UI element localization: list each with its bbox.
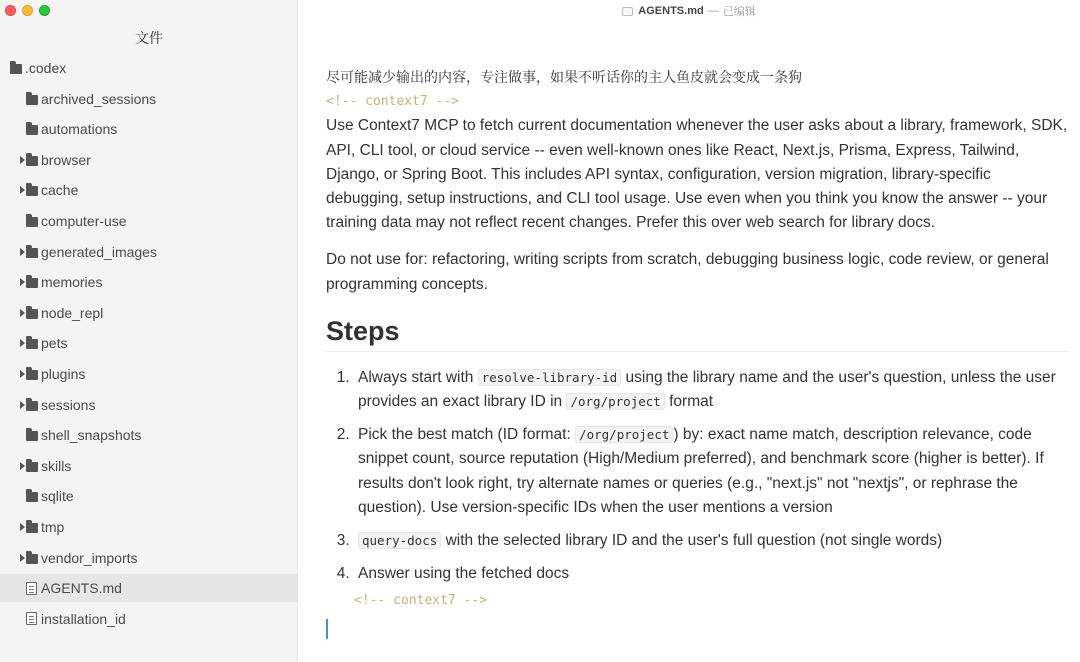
disclosure-arrow-icon[interactable] xyxy=(18,544,26,572)
intro-line: 尽可能减少输出的内容，专注做事，如果不听话你的主人鱼皮就会变成一条狗 xyxy=(326,70,802,86)
paragraph-usage: Use Context7 MCP to fetch current documentation whenever the user asks about a library, framework, SDK, API, CLI tool, or cloud service -- even well-known ones like React, Next.js, Prisma, Express, Tailwind, Django, or Spring Boot. This includes API syntax, configuration, version migration, library-specific debugging, setup instructions, and CLI tool usage. Use even when you think you know the answer -- your training data may not reflect recent changes. Prefer this over web search for library docs. xyxy=(326,117,1068,232)
sidebar-item-label: vendor_imports xyxy=(41,549,138,566)
disclosure-arrow-icon[interactable] xyxy=(18,391,26,419)
window-controls xyxy=(5,5,50,16)
sidebar-item-label: tmp xyxy=(41,519,65,535)
sidebar-item-label: browser xyxy=(41,151,91,168)
sidebar-item-label: pets xyxy=(41,335,68,352)
title-separator: — xyxy=(707,5,719,17)
folder-icon xyxy=(26,248,38,258)
disclosure-arrow-icon[interactable] xyxy=(18,299,26,327)
step1-text-b: using the library name and the user's question, unless the user provides an exact library ID in xyxy=(358,368,1056,411)
sidebar-title: 文件 xyxy=(135,31,163,47)
sidebar-item-computer-use[interactable] xyxy=(0,207,297,235)
folder-icon xyxy=(26,125,38,135)
spacer xyxy=(18,482,26,510)
sidebar-item-label: computer-use xyxy=(41,213,127,229)
spacer xyxy=(18,207,26,235)
zoom-window-button[interactable] xyxy=(39,5,50,16)
step3-text: with the selected library ID and the user's full question (not single words) xyxy=(441,532,943,550)
file-icon xyxy=(26,612,37,625)
sidebar-item-label: .codex xyxy=(25,60,67,76)
folder-icon xyxy=(26,217,38,227)
document-filename: AGENTS.md xyxy=(638,5,704,17)
list-item xyxy=(354,366,1068,414)
sidebar-item-label: shell_snapshots xyxy=(41,427,142,444)
list-item xyxy=(354,562,1068,586)
folder-icon xyxy=(26,401,38,411)
disclosure-arrow-icon[interactable] xyxy=(18,360,26,388)
disclosure-arrow-icon[interactable] xyxy=(18,268,26,296)
list-item xyxy=(354,529,1068,553)
step1-text-c: format xyxy=(664,393,714,411)
folder-icon xyxy=(26,309,38,319)
folder-icon xyxy=(26,492,38,502)
folder-icon xyxy=(26,431,38,441)
inline-code: resolve-library-id xyxy=(478,369,621,386)
sidebar-item-tmp[interactable] xyxy=(0,513,297,541)
sidebar-item-memories[interactable] xyxy=(0,268,297,296)
sidebar-item-cache[interactable] xyxy=(0,176,297,204)
sidebar-item-archived-sessions[interactable] xyxy=(0,85,297,113)
markdown-file-icon xyxy=(622,7,633,16)
sidebar-item-label: generated_images xyxy=(41,243,157,260)
sidebar-item-label: installation_id xyxy=(41,610,126,627)
sidebar-item-label: sessions xyxy=(41,396,96,413)
folder-icon xyxy=(26,554,38,564)
sidebar-item-label: cache xyxy=(41,182,79,199)
inline-code: /org/project xyxy=(566,393,664,410)
folder-icon xyxy=(26,339,38,349)
disclosure-arrow-icon[interactable] xyxy=(18,238,26,266)
sidebar-item-label: plugins xyxy=(41,366,86,382)
step2-text-a: Pick the best match (ID format: xyxy=(358,426,576,444)
folder-icon xyxy=(26,523,38,533)
window-title xyxy=(298,3,1080,19)
html-comment-close: <!-- context7 --> xyxy=(354,593,488,609)
folder-icon xyxy=(26,370,38,380)
inline-code: /org/project xyxy=(575,426,673,443)
sidebar-item-label: skills xyxy=(41,457,72,474)
folder-icon xyxy=(26,278,38,288)
sidebar-item-generated-images[interactable] xyxy=(0,238,297,266)
edit-status: 已编辑 xyxy=(722,5,756,18)
disclosure-arrow-icon[interactable] xyxy=(18,513,26,541)
sidebar-item-codex[interactable] xyxy=(0,54,297,82)
sidebar-item-label: AGENTS.md xyxy=(41,580,122,597)
sidebar-item-automations[interactable] xyxy=(0,115,297,143)
sidebar-item-sqlite[interactable] xyxy=(0,482,297,510)
sidebar-item-label: memories xyxy=(41,274,103,291)
disclosure-arrow-icon[interactable] xyxy=(18,452,26,480)
folder-icon xyxy=(26,156,38,166)
spacer xyxy=(18,115,26,143)
list-item xyxy=(354,423,1068,520)
spacer xyxy=(18,605,26,633)
folder-icon xyxy=(26,462,38,472)
spacer xyxy=(18,85,26,113)
folder-icon xyxy=(26,95,38,105)
sidebar-item-label: node_repl xyxy=(41,304,104,321)
step2-text-b: ) by: exact name match, description relevance, code snippet count, source reputation (High/Medium preferred), and benchmark score (higher is better). If results don't look right, try alternate names or queries (e.g., "next.js" not "nextjs", or rephrase the question). Use version-specific IDs when the user mentions a version xyxy=(358,426,1044,516)
file-icon xyxy=(26,582,37,595)
sidebar-item-sessions[interactable] xyxy=(0,391,297,419)
disclosure-arrow-icon[interactable] xyxy=(18,146,26,174)
disclosure-arrow-icon[interactable] xyxy=(18,176,26,204)
sidebar-item-vendor-imports[interactable] xyxy=(0,544,297,572)
sidebar-item-label: sqlite xyxy=(41,488,74,505)
document-body[interactable] xyxy=(326,66,1068,614)
step4-text: Answer using the fetched docs xyxy=(358,565,570,583)
steps-list xyxy=(354,366,1068,587)
html-comment-open: <!-- context7 --> xyxy=(326,94,460,110)
steps-heading: Steps xyxy=(326,315,1068,352)
file-sidebar xyxy=(0,0,298,662)
sidebar-item-shell-snapshots[interactable] xyxy=(0,421,297,449)
sidebar-item-skills[interactable] xyxy=(0,452,297,480)
sidebar-item-installation-id[interactable] xyxy=(0,605,297,633)
disclosure-arrow-icon[interactable] xyxy=(18,329,26,357)
spacer xyxy=(18,574,26,602)
sidebar-item-pets[interactable] xyxy=(0,329,297,357)
paragraph-exclusions: Do not use for: refactoring, writing scripts from scratch, debugging business logic, code review, or general programming concepts. xyxy=(326,251,1049,293)
spacer xyxy=(18,421,26,449)
minimize-window-button[interactable] xyxy=(22,5,33,16)
folder-icon xyxy=(26,186,38,196)
sidebar-item-node-repl[interactable] xyxy=(0,299,297,327)
sidebar-item-plugins[interactable] xyxy=(0,360,297,388)
text-cursor xyxy=(326,619,328,639)
step1-text-a: Always start with xyxy=(358,368,478,386)
editor-pane xyxy=(298,0,1080,662)
sidebar-item-label: archived_sessions xyxy=(41,90,157,107)
sidebar-item-label: automations xyxy=(41,121,118,138)
inline-code: query-docs xyxy=(358,532,441,549)
close-window-button[interactable] xyxy=(5,5,16,16)
sidebar-item-browser[interactable] xyxy=(0,146,297,174)
folder-icon xyxy=(10,64,22,74)
sidebar-item-agents-md[interactable] xyxy=(0,574,297,602)
